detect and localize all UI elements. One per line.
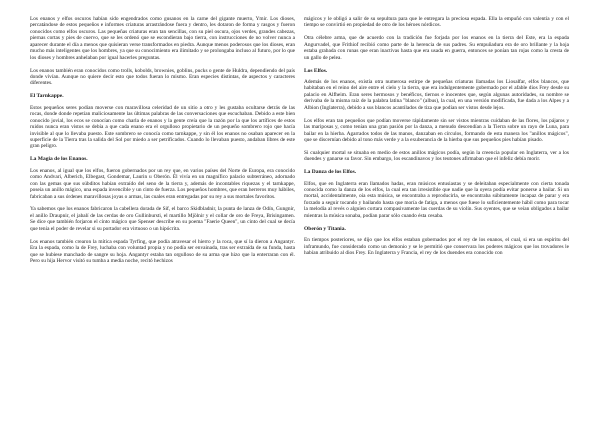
paragraph: Ya sabemos que los enanos fabricaron la cabellera dorada de Sif, el barco Skidbladnir, la punta de lanza de Odín, Gungnir, el anillo Draupnir, el jabalí de las cerdas de oro Gullinbursti, el martillo Mjölnir y el collar de oro de Freya, Brisingamen. Se dice que también forjaron el cinto mágico que Spenser describe en su poema "Faerie Queen", un cinto del cual se decía que tenía el poder de revelar si su portador era virtuoso o un hipócrita. <box>30 206 295 232</box>
paragraph: Los elfos eran tan pequeños que podían moverse rápidamente sin ser vistos mientras cuidaban de las flores, los pájaros y las mariposas y, como tenían una gran pasión por la danza, a menudo descendían a la Tierra sobre un rayo de Luna, para bailar en la hierba. Agarrados todos de las manos, danzaban en círculos, formando de esta manera los "anillos mágicos", que se discernían debido al tono más verde y a la exuberancia de la hierba que sus pequeños pies habían pisado. <box>304 117 569 143</box>
section-heading: La Danza de los Elfos. <box>304 169 357 176</box>
right-column <box>304 16 569 263</box>
paragraph: Si cualquier mortal se situaba en medio de estos anillos mágicos podía, según la creencia popular en Inglaterra, ver a los duendes y ganarse su favor. Sin embargo, los escandinavos y los teutones afirmaban que el infeliz debía morir. <box>304 149 569 163</box>
section-heading: Los Elfos. <box>304 67 328 74</box>
left-column <box>30 16 295 271</box>
paragraph: Estos pequeños seres podían moverse con maravillosa celeridad de un sitio a otro y les gustaba ocultarse detrás de las rocas, donde donde repetían maliciosamente las últimas palabras de las conversaciones que escuchaban. Debido a este bien conocido jovial, los ecos se conocían como charla de enanos y la gente creía que la razón por la que los artífices de estos ruidos nunca eran vistos se debía a que cada enano era el orgulloso propietario de un pequeño sombrero rojo que hacía invisible al que lo llevaba puesto. Este sombrero se conocía como tarnkappe, y sin él los enanos no osaban aparecer en la superficie de la Tierra tras la salida del Sol por miedo a ser petrificados. Cuando lo llevaban puesto, andaban libres de este gran peligro. <box>30 104 295 150</box>
paragraph: Otra célebre arma, que de acuerdo con la tradición fue forjada por los enanos en la tierra del Este, era la espada Angurvadel, que Frithiof recibió como parte de la herencia de sus padres. Su empuñadura era de oro brillante y la hoja estaba grabada con runas que eran inactivas hasta que era usada en guerra, entonces se ponían tan rojas como la cresta de un gallo de pelea. <box>304 35 569 61</box>
paragraph: Los enanos y elfos oscuros habían sido engendrados como gusanos en la carne del gigante muerto, Ymir. Los dioses, percatándose de estos pequeños e informes criaturas arrastrándose fuera y dentro, les dotaron de forma y rasgos y fueron conocidos como elfos oscuros. Las pequeñas criaturas eran tan sencillas, con su piel oscura, ojos verdes, grandes cabezas, piernas cortas y pies de cuervo, que se les ordenó que se escondieran bajo tierra, con instrucciones de no volver nunca a aparecer durante el día a menos que quisieran verse transformados en piedra. Aunque menos poderosos que los dioses, eran mucho más inteligentes que los hombres, ya que su conocimiento era ilimitado y se prolongaba incluso al futuro, por lo que los dioses y hombres anhelaban por igual hacerles preguntas. <box>30 16 295 61</box>
paragraph: En tiempos posteriores, se dijo que los elfos estaban gobernados por el rey de los enanos, el cual, si era un espíritu del inframundo, fue considerado como un demonio y se le permitió que conservara los poderes mágicos que los trovadores le habían atribuido al dios Frey. En Inglaterra y Francia, el rey de los duendes era conocido con <box>304 237 569 257</box>
section-heading: El Tarnkappe. <box>30 93 64 100</box>
paragraph: mágicos y le obligó a salir de su sepultura para que le entregara la preciosa espada. Ella la empuñó con valentía y con el tiempo se convirtió en propiedad de otro de los héroes nórdicos. <box>304 16 569 29</box>
section-heading: Oberón y Titania. <box>304 225 346 232</box>
paragraph: Los enanos, al igual que los elfos, fueron gobernados por un rey que, en varios países del Norte de Europa, era conocido como Andvari, Alberich, Elbegast, Gondemar, Laurin u Oberón. Él vivía en un magnífico palacio subterráneo, adornado con las gemas que sus súbditos habían extraído del seno de la tierra y, además de incontables riquezas y el tarnkappe, poseía un anillo mágico, una espada invencible y un cinto de fuerza. Los pequeños hombres, que eran herreros muy hábiles, fabricaban a sus órdenes maravillosas joyas o armas, las cuales eran entregadas por su rey a sus mortales favoritos. <box>30 167 295 200</box>
paragraph: Elfos, que en Inglaterra eran llamados hadas, eran músicos entusiastas y se deleitaban especialmente con cierta tonada conocida como la danza de los elfos, la cual era tan irresistible que nadie que la oyera podía evitar ponerse a bailar. Si un mortal, accidentalmente, oía esta música, se encontraba a reproducirla, se encontraba súbitamente incapaz de parar y era forzado a seguir tocando y bailando hasta que moría de fatiga, a menos que fuese lo suficientemente hábil como para tocar la melodía al revés o alguien cortara compasivamente las cuerdas de su violín. Sus oyentes, que se veían obligados a bailar mientras la música sonaba, podían parar sólo cuando ésta cesaba. <box>304 180 569 219</box>
paragraph: Los enanos también crearon la mítica espada Tyrfing, que podía atravesar el hierro y la roca, que sí la dieron a Angantyr. Era la espada, como la de Frey, luchaba con voluntad propia y no podía ser envainada, tras ser extraída de su funda, hasta que se hubiese manchado de sangre su hoja. Angantyr estaba tan orgulloso de su arma que hizo que la enterraran con él. Pero su hija Hervor visitó su tumba a media noche, recitó hechizos <box>30 238 295 264</box>
section-heading: La Magia de los Enanos. <box>30 156 88 163</box>
paragraph: Además de los enanos, existía otra numerosa estirpe de pequeñas criaturas llamadas los Liosalfar, elfos blancos, que habitaban en el reino del aire entre el cielo y la tierra, que era indulgentemente gobernado por el afable dios Frey desde su palacio en Alfheim. Eran seres hermosos y benéficos, tiernos e inocentes que, según algunas autoridades, su nombre se derivaba de la misma raíz de la palabra latina "blanco" (albus), la cual, en una versión modificada, fue dada a los Alpes y a Albion (Inglaterra), debido a sus blancos acantilados de tiza que podían ser vistos desde lejos. <box>304 78 569 111</box>
paragraph: Los enanos también eran conocidos como trolls, kobolds, brownies, goblins, pucks o gente de Huldra, dependiendo del país donde vivían. Aunque no quiere decir esto que todos fueran lo mismo. Eran especies distintas, de aspectos y caracteres diferentes. <box>30 67 295 87</box>
